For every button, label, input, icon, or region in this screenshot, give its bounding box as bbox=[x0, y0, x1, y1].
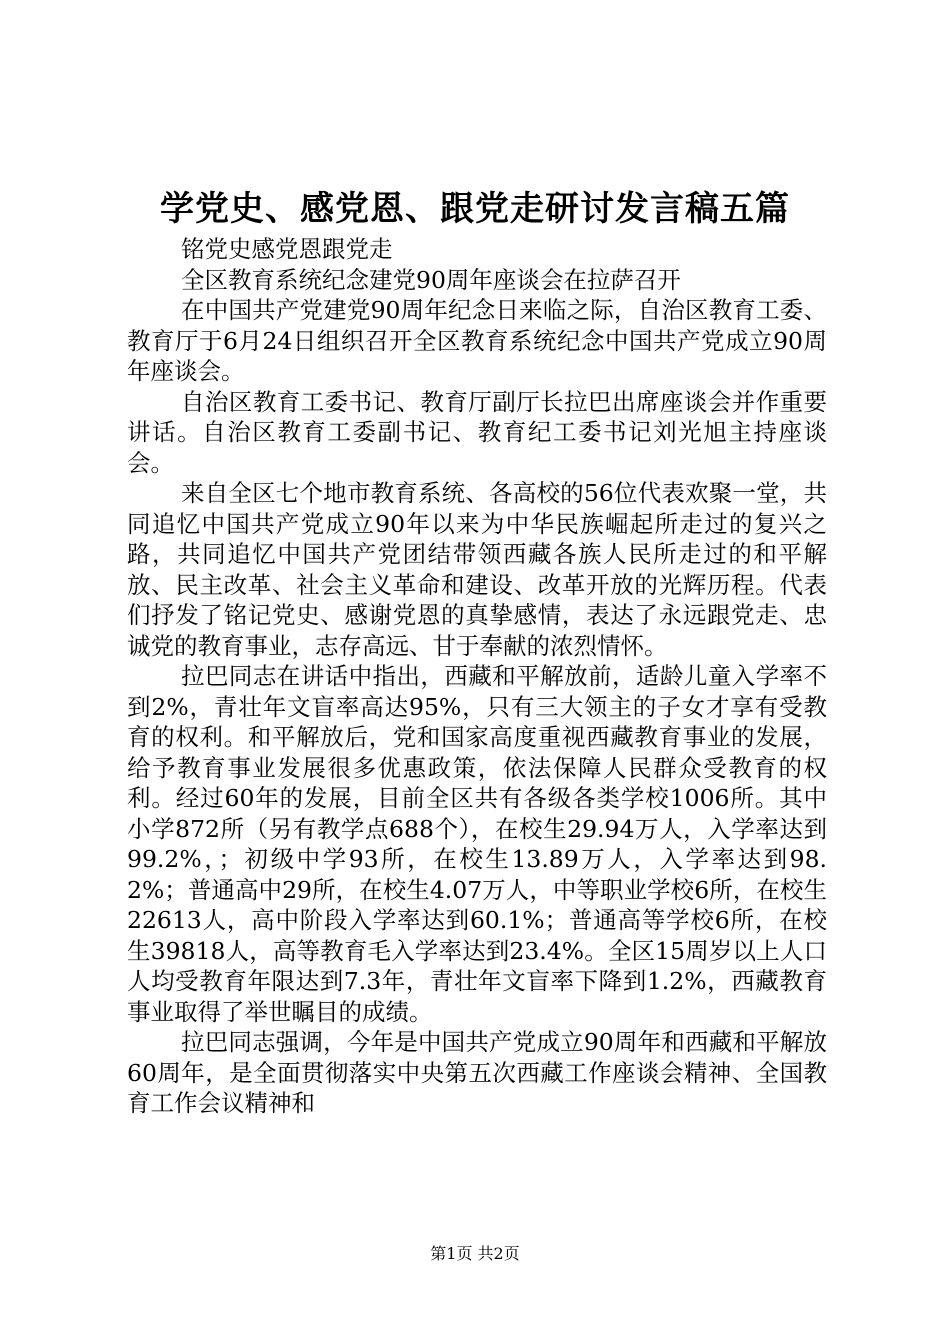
paragraph: 自治区教育工委书记、教育厅副厅长拉巴出席座谈会并作重要讲话。自治区教育工委副书记、教育纪工委书记刘光旭主持座谈会。 bbox=[127, 387, 827, 477]
paragraph: 在中国共产党建党90周年纪念日来临之际，自治区教育工委、教育厅于6月24日组织召开全区教育系统纪念中国共产党成立90周年座谈会。 bbox=[127, 296, 827, 385]
page-footer: 第1页 共2页 bbox=[430, 1244, 520, 1263]
document-title: 学党史、感党恩、跟党走研讨发言稿五篇 bbox=[160, 189, 790, 229]
paragraph: 全区教育系统纪念建党90周年座谈会在拉萨召开 bbox=[181, 265, 681, 294]
paragraph: 铭党史感党恩跟党走 bbox=[181, 235, 393, 263]
paragraph: 拉巴同志强调，今年是中国共产党成立90周年和西藏和平解放60周年，是全面贯彻落实中央第五次西藏工作座谈会精神、全国教育工作会议精神和 bbox=[127, 1028, 827, 1117]
paragraph: 来自全区七个地市教育系统、各高校的56位代表欢聚一堂，共同追忆中国共产党成立90年以来为中华民族崛起所走过的复兴之路，共同追忆中国共产党团结带领西藏各族人民所走过的和平解放、民主改革、社会主义革命和建设、改革开放的光辉历程。代表们抒发了铭记党史、感谢党恩的真挚感情，表达了永远跟党走、忠诚党的教育事业，志存高远、甘于奉献的浓烈情怀。 bbox=[127, 479, 827, 660]
paragraph: 拉巴同志在讲话中指出，西藏和平解放前，适龄儿童入学率不到2%，青壮年文盲率高达95%，只有三大领主的子女才享有受教育的权利。和平解放后，党和国家高度重视西藏教育事业的发展，给予教育事业发展很多优惠政策，依法保障人民群众受教育的权利。经过60年的发展，目前全区共有各级各类学校1006所。其中小学872所（另有教学点688个），在校生29.94万人，入学率达到99.2%，；初级中学93所，在校生13.89万人，入学率达到98.2%；普通高中29所，在校生4.07万人，中等职业学校6所，在校生22613人，高中阶段入学率达到60.1%；普通高等学校6所，在校生39818人，高等教育毛入学率达到23.4%。全区15周岁以上人口人均受教育年限达到7.3年，青壮年文盲率下降到1.2%，西藏教育事业取得了举世瞩目的成绩。 bbox=[127, 662, 827, 1026]
document-body bbox=[127, 234, 827, 1119]
